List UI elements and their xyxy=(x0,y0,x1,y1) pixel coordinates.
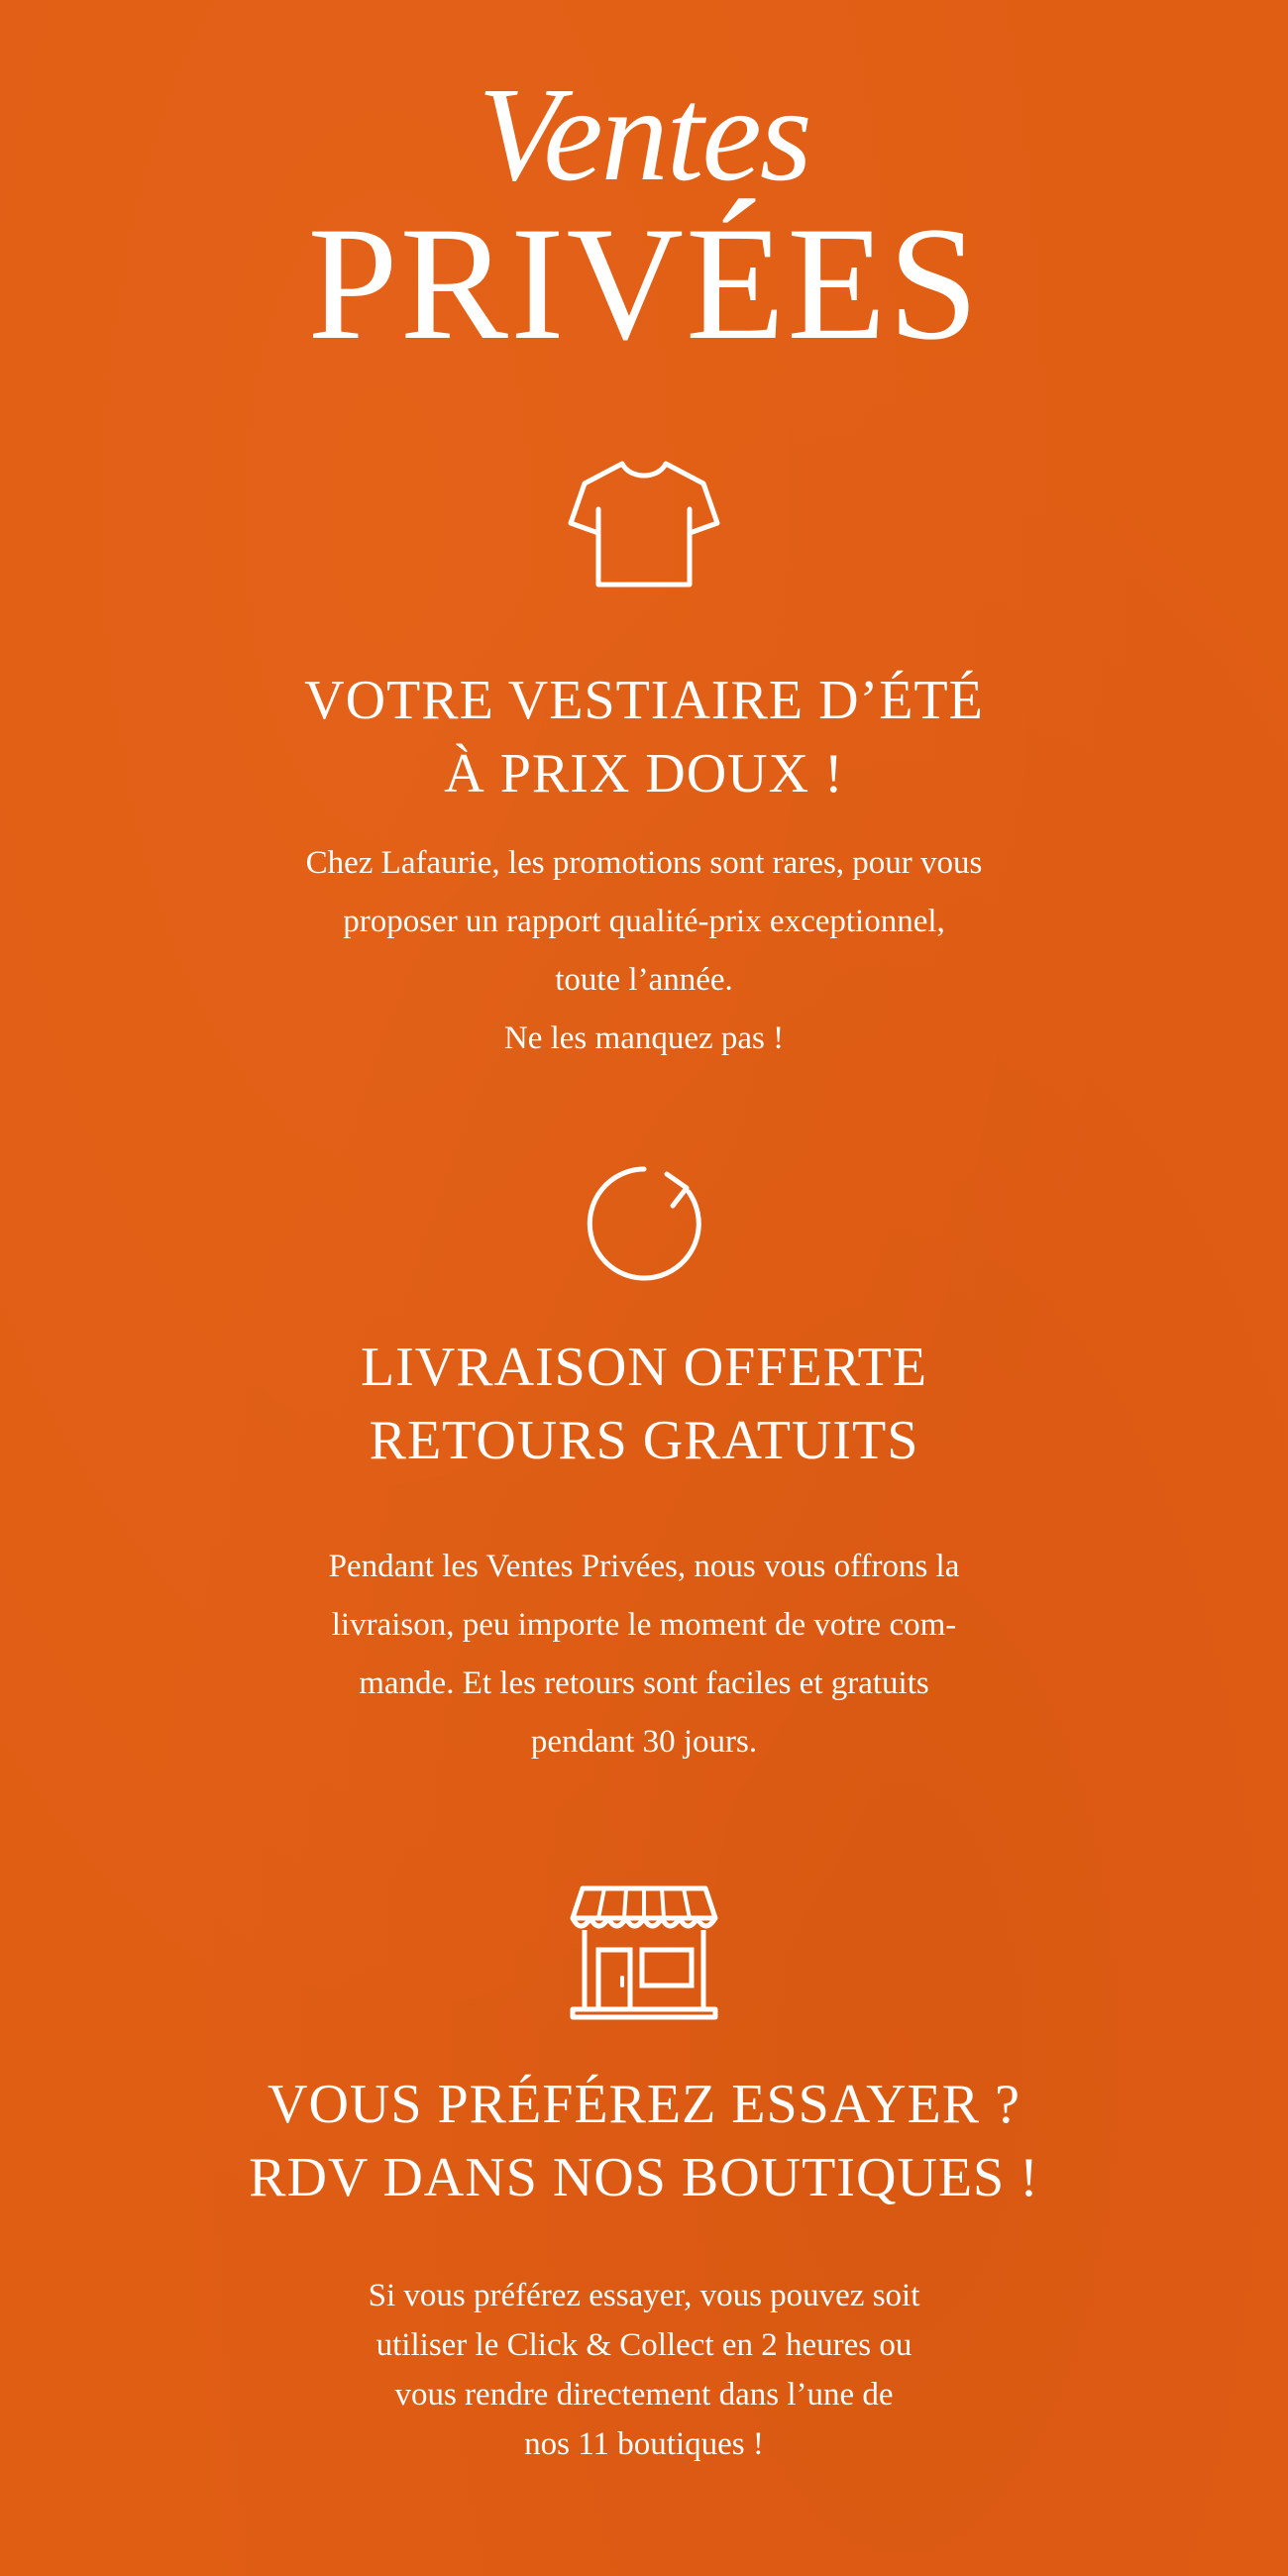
body-line: Pendant les Ventes Privées, nous vous offrons la xyxy=(328,1549,960,1584)
body-line: utiliser le Click & Collect en 2 heures ou xyxy=(376,2327,912,2363)
heading-line: LIVRAISON OFFERTE xyxy=(360,1337,928,1398)
heading-line: VOUS PRÉFÉREZ ESSAYER ? xyxy=(268,2074,1020,2135)
heading-line: À PRIX DOUX ! xyxy=(444,743,844,805)
heading-line: RDV DANS NOS BOUTIQUES ! xyxy=(249,2147,1039,2208)
body-line: mande. Et les retours sont faciles et gratuits xyxy=(359,1665,929,1701)
section-heading-stores xyxy=(0,2068,1288,2214)
body-line: Chez Lafaurie, les promotions sont rares, pour vous xyxy=(305,845,983,881)
section-body-delivery xyxy=(329,1538,960,1771)
logo-ventes: Ventes xyxy=(478,60,810,209)
t-shirt-icon xyxy=(565,454,723,592)
shop-icon xyxy=(565,1878,723,2022)
heading-line: RETOURS GRATUITS xyxy=(369,1410,919,1471)
section-body-summer-wardrobe xyxy=(306,834,983,1068)
heading-line: VOTRE VESTIAIRE D’ÉTÉ xyxy=(304,670,984,731)
section-body-stores xyxy=(369,2271,920,2469)
body-line: proposer un rapport qualité-prix exceptionnel, xyxy=(343,904,945,939)
body-line: Si vous préférez essayer, vous pouvez soit xyxy=(368,2278,920,2313)
body-line: vous rendre directement dans l’une de xyxy=(394,2377,894,2413)
body-line: Ne les manquez pas ! xyxy=(503,1020,785,1056)
logo-privees: PRIVÉES xyxy=(307,194,981,374)
refresh-icon xyxy=(580,1154,708,1283)
body-line: nos 11 boutiques ! xyxy=(524,2426,764,2462)
body-line: toute l’année. xyxy=(555,962,733,998)
section-heading-delivery xyxy=(0,1331,1288,1477)
section-heading-summer-wardrobe xyxy=(0,664,1288,810)
body-line: pendant 30 jours. xyxy=(530,1724,758,1760)
body-line: livraison, peu importe le moment de votre com- xyxy=(331,1607,957,1643)
